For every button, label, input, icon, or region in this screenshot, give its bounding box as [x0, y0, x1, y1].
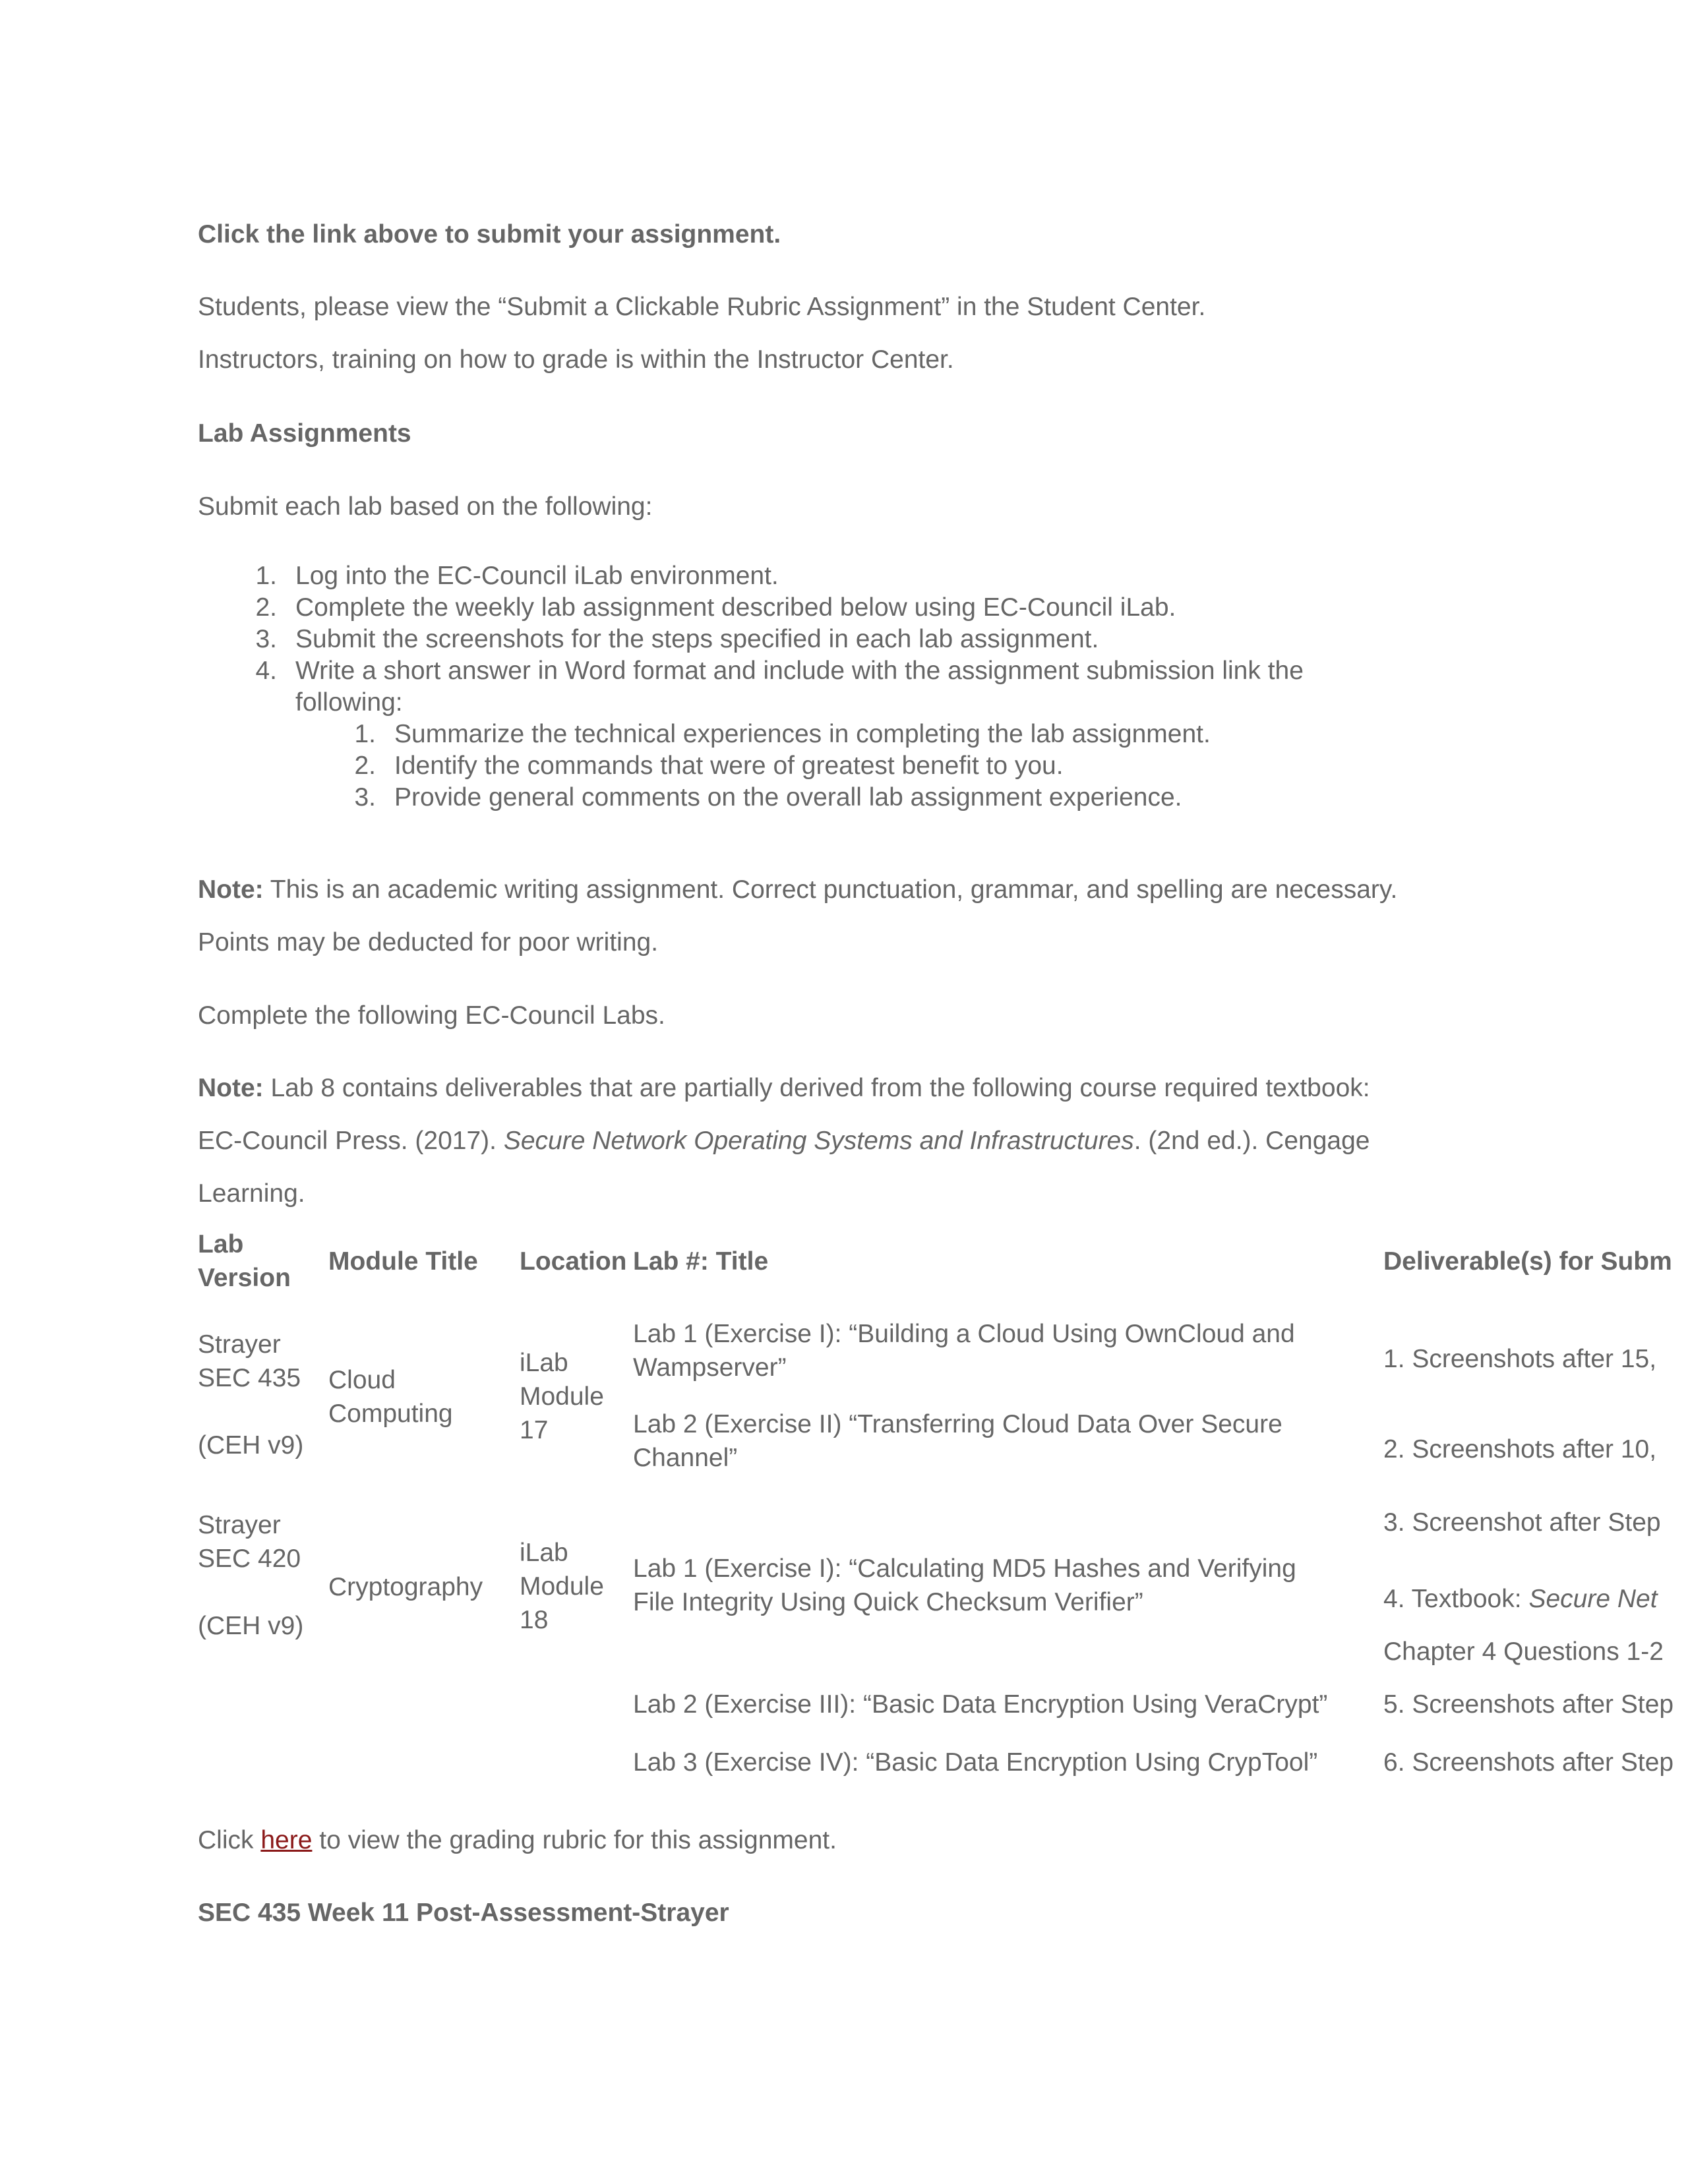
cell-module: Cryptography — [328, 1573, 483, 1601]
list-number: 4. — [255, 657, 277, 685]
rubric-link[interactable]: here — [260, 1826, 313, 1854]
cell-text: 17 — [520, 1416, 549, 1444]
cell-text: Lab 2 (Exercise II) “Transferring Cloud Data Over Secure — [633, 1410, 1282, 1438]
instructors-instruction: Instructors, training on how to grade is within the Instructor Center. — [198, 345, 954, 374]
cell-lab-title: Lab 2 (Exercise III): “Basic Data Encryption Using VeraCrypt” — [633, 1690, 1328, 1719]
list-number: 2. — [354, 752, 376, 780]
cell-location — [520, 1346, 604, 1447]
deliverable-item — [1383, 1582, 1658, 1616]
list-text: Identify the commands that were of greatest benefit to you. — [394, 752, 1064, 780]
students-instruction: Students, please view the “Submit a Clickable Rubric Assignment” in the Student Center. — [198, 293, 1206, 321]
cell-text: SEC 420 — [198, 1545, 301, 1573]
cell-text: (CEH v9) — [198, 1612, 304, 1640]
cell-text: Module — [520, 1572, 604, 1601]
list-number: 2. — [255, 593, 277, 622]
cell-text: SEC 435 — [198, 1364, 301, 1392]
cell-text: Cloud — [328, 1366, 396, 1394]
list-number: 3. — [255, 625, 277, 653]
rubric-text: Click — [198, 1826, 261, 1854]
post-assessment-heading: SEC 435 Week 11 Post-Assessment-Strayer — [198, 1899, 729, 1927]
list-text: Provide general comments on the overall lab assignment experience. — [394, 783, 1182, 812]
deliverable-item: 3. Screenshot after Step — [1383, 1508, 1661, 1537]
cell-text: (CEH v9) — [198, 1431, 304, 1460]
list-text-continued: following: — [295, 688, 403, 717]
writing-note — [198, 873, 1397, 906]
cell-lab-title: Lab 3 (Exercise IV): “Basic Data Encryption Using CrypTool” — [633, 1748, 1318, 1777]
list-text: Log into the EC-Council iLab environment. — [295, 562, 779, 590]
deliverable-text: 4. Textbook: — [1383, 1585, 1529, 1613]
cell-text: 18 — [520, 1606, 549, 1634]
list-text: Summarize the technical experiences in completing the lab assignment. — [394, 720, 1211, 748]
note-text: Lab 8 contains deliverables that are partially derived from the following course required textbook: — [263, 1074, 1370, 1102]
note-label: Note: — [198, 1074, 264, 1102]
writing-note-line2: Points may be deducted for poor writing. — [198, 928, 659, 957]
header-module-title: Module Title — [328, 1247, 478, 1276]
header-deliverables: Deliverable(s) for Subm — [1383, 1247, 1672, 1276]
cell-module — [328, 1363, 453, 1431]
cell-text: Computing — [328, 1400, 453, 1428]
header-text: Lab — [198, 1230, 244, 1258]
lab-lead-text: Submit each lab based on the following: — [198, 492, 653, 521]
header-text: Version — [198, 1264, 291, 1292]
header-lab-title: Lab #: Title — [633, 1247, 769, 1276]
citation-author: EC-Council Press. (2017). — [198, 1127, 504, 1155]
list-text: Complete the weekly lab assignment described below using EC-Council iLab. — [295, 593, 1176, 622]
deliverable-item: 1. Screenshots after 15, — [1383, 1345, 1657, 1373]
complete-labs-line: Complete the following EC-Council Labs. — [198, 1001, 665, 1030]
lab-assignments-heading: Lab Assignments — [198, 419, 411, 448]
list-text: Write a short answer in Word format and include with the assignment submission link the — [295, 657, 1304, 685]
cell-text: iLab — [520, 1349, 568, 1377]
deliverable-item-continued: Chapter 4 Questions 1-2 — [1383, 1638, 1664, 1666]
rubric-line — [198, 1823, 837, 1857]
document-page — [198, 0, 1688, 2184]
cell-location — [520, 1536, 604, 1637]
cell-text: File Integrity Using Quick Checksum Verifier” — [633, 1588, 1143, 1616]
cell-text: Lab 1 (Exercise I): “Building a Cloud Using OwnCloud and — [633, 1320, 1295, 1348]
textbook-note — [198, 1071, 1370, 1105]
cell-lab-title — [633, 1317, 1295, 1384]
deliverable-textbook-title: Secure Net — [1528, 1585, 1658, 1613]
submit-heading: Click the link above to submit your assignment. — [198, 220, 781, 249]
cell-version — [198, 1328, 303, 1462]
citation-title: Secure Network Operating Systems and Infrastructures — [503, 1127, 1134, 1155]
cell-text: Strayer — [198, 1330, 281, 1359]
cell-text: Strayer — [198, 1511, 281, 1539]
cell-lab-title — [633, 1407, 1282, 1475]
deliverable-item: 2. Screenshots after 10, — [1383, 1435, 1657, 1463]
cell-version — [198, 1508, 303, 1643]
cell-text: Channel” — [633, 1444, 738, 1472]
textbook-citation-line2: Learning. — [198, 1179, 305, 1208]
rubric-text: to view the grading rubric for this assignment. — [312, 1826, 837, 1854]
cell-text: Lab 1 (Exercise I): “Calculating MD5 Hashes and Verifying — [633, 1554, 1296, 1583]
deliverable-item: 5. Screenshots after Step — [1383, 1690, 1674, 1719]
cell-lab-title — [633, 1552, 1296, 1619]
list-number: 3. — [354, 783, 376, 812]
cell-text: Wampserver” — [633, 1353, 787, 1382]
list-text: Submit the screenshots for the steps specified in each lab assignment. — [295, 625, 1099, 653]
deliverable-item: 6. Screenshots after Step — [1383, 1748, 1674, 1777]
textbook-citation — [198, 1124, 1370, 1158]
cell-text: iLab — [520, 1539, 568, 1567]
header-lab-version — [198, 1227, 291, 1295]
cell-text: Module — [520, 1382, 604, 1411]
header-location: Location — [520, 1247, 627, 1276]
list-number: 1. — [255, 562, 277, 590]
note-text: This is an academic writing assignment. Correct punctuation, grammar, and spelling are necessary. — [263, 875, 1398, 904]
list-number: 1. — [354, 720, 376, 748]
citation-edition: . (2nd ed.). Cengage — [1133, 1127, 1370, 1155]
note-label: Note: — [198, 875, 264, 904]
